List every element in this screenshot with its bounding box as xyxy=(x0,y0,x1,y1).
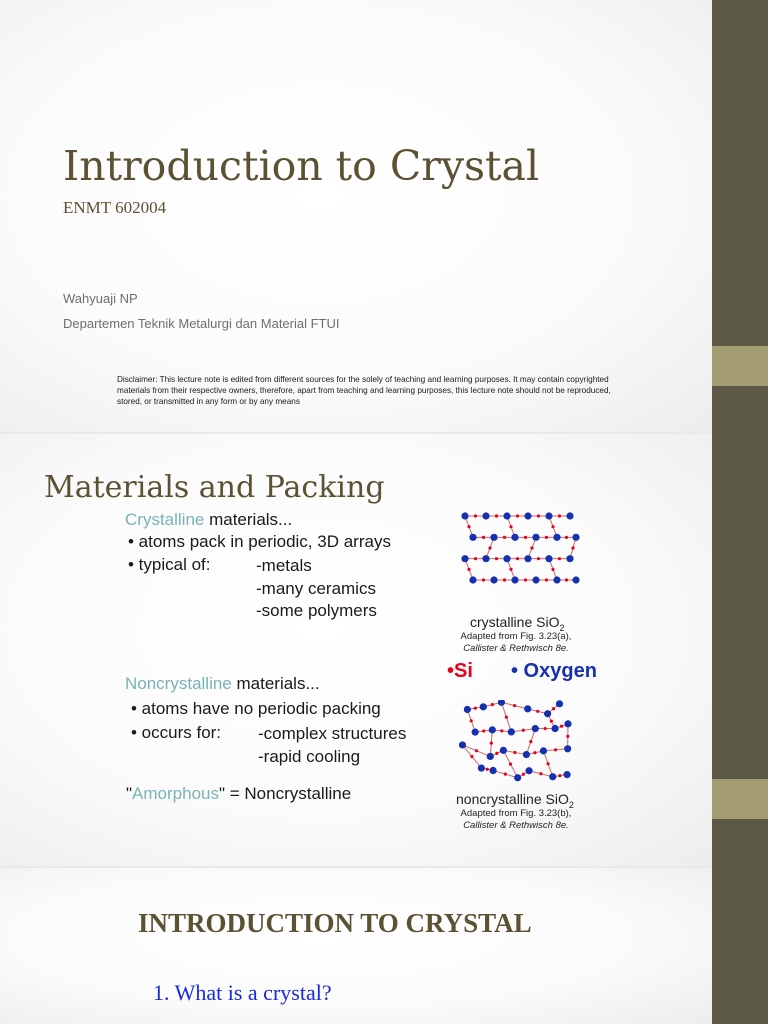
si-atom xyxy=(482,729,485,732)
oxygen-atom xyxy=(556,700,563,707)
oxygen-atom xyxy=(545,512,552,519)
crystalline-example: -metals xyxy=(256,556,312,575)
oxygen-atom xyxy=(545,555,552,562)
sidebar-bar-dark-3 xyxy=(712,819,768,1024)
si-atom xyxy=(503,536,506,539)
crystalline-rest: materials... xyxy=(204,510,293,529)
question-item: 1. What is a crystal? xyxy=(153,980,332,1005)
si-atom xyxy=(551,525,554,528)
si-atom xyxy=(554,748,557,751)
si-atom xyxy=(475,749,478,752)
legend-si: •Si xyxy=(447,660,473,682)
si-atom xyxy=(467,568,470,571)
si-atom xyxy=(539,772,542,775)
si-atom xyxy=(470,719,473,722)
noncrystalline-bullet-1: • atoms have no periodic packing xyxy=(131,699,381,718)
oxygen-atom xyxy=(549,773,556,780)
oxygen-atom xyxy=(566,512,573,519)
legend-oxygen: • Oxygen xyxy=(511,660,597,682)
si-atom xyxy=(509,568,512,571)
amorphous-term: Amorphous xyxy=(132,784,219,803)
oxygen-atom xyxy=(540,747,547,754)
noncrystalline-caption xyxy=(456,791,574,810)
si-atom xyxy=(545,578,548,581)
oxygen-atom xyxy=(524,512,531,519)
si-atom xyxy=(467,525,470,528)
si-atom xyxy=(513,751,516,754)
amorphous-rest: " = Noncrystalline xyxy=(218,784,352,803)
oxygen-atom xyxy=(532,534,539,541)
oxygen-atom xyxy=(490,534,497,541)
oxygen-atom xyxy=(490,576,497,583)
crystalline-example: -some polymers xyxy=(256,601,377,620)
sidebar-bar-light-1 xyxy=(712,346,768,386)
oxygen-atom xyxy=(566,555,573,562)
crystalline-bullet-2: • typical of: xyxy=(128,555,211,574)
oxygen-atom xyxy=(487,753,494,760)
si-atom xyxy=(544,727,547,730)
oxygen-atom xyxy=(489,726,496,733)
oxygen-atom xyxy=(461,555,468,562)
oxygen-atom xyxy=(464,706,471,713)
crystalline-term: Crystalline xyxy=(125,510,205,529)
source-line: Callister & Rethwisch 8e. xyxy=(463,643,569,654)
si-atom xyxy=(504,773,507,776)
oxygen-atom xyxy=(563,771,570,778)
oxygen-atom xyxy=(511,534,518,541)
si-atom xyxy=(546,762,549,765)
crystalline-heading xyxy=(125,510,292,530)
noncrystalline-bullet-2: • occurs for: xyxy=(131,723,222,742)
noncrystalline-example: -rapid cooling xyxy=(258,747,361,766)
si-atom xyxy=(558,557,561,560)
si-atom xyxy=(530,546,533,549)
si-atom xyxy=(522,729,525,732)
noncrystalline-heading xyxy=(125,674,320,694)
oxygen-atom xyxy=(564,720,571,727)
si-atom xyxy=(513,704,516,707)
oxygen-atom xyxy=(553,534,560,541)
noncrystalline-term: Noncrystalline xyxy=(125,674,232,693)
si-atom xyxy=(552,707,555,710)
department: Departemen Teknik Metalurgi dan Material FTUI xyxy=(63,316,340,331)
oxygen-atom xyxy=(480,703,487,710)
oxygen-atom xyxy=(511,576,518,583)
oxygen-atom xyxy=(572,534,579,541)
si-atom xyxy=(503,578,506,581)
si-atom xyxy=(537,557,540,560)
oxygen-atom xyxy=(564,745,571,752)
si-atom xyxy=(565,536,568,539)
si-atom xyxy=(558,774,561,777)
oxygen-atom xyxy=(524,705,531,712)
slide-2 xyxy=(0,434,712,866)
oxygen-atom xyxy=(532,576,539,583)
si-atom xyxy=(486,768,489,771)
crystalline-source xyxy=(446,631,586,655)
si-atom xyxy=(551,568,554,571)
si-atom xyxy=(509,525,512,528)
si-atom xyxy=(536,710,539,713)
si-atom xyxy=(571,546,574,549)
slide-1-title: Introduction to Crystal xyxy=(63,142,540,190)
si-atom xyxy=(545,536,548,539)
noncrystalline-rest: materials... xyxy=(231,674,320,693)
si-atom xyxy=(488,546,491,549)
oxygen-atom xyxy=(498,700,505,706)
oxygen-atom xyxy=(553,576,560,583)
author-name: Wahyuaji NP xyxy=(63,291,138,306)
si-atom xyxy=(558,514,561,517)
caption-subscript: 2 xyxy=(568,799,574,810)
slide-3-title: INTRODUCTION TO CRYSTAL xyxy=(138,908,532,938)
sidebar-bar-dark-2 xyxy=(712,386,768,779)
caption-text: noncrystalline SiO xyxy=(456,791,569,807)
caption-text: crystalline SiO xyxy=(470,614,560,630)
oxygen-atom xyxy=(551,725,558,732)
oxygen-atom xyxy=(482,555,489,562)
oxygen-atom xyxy=(532,725,539,732)
slide-1 xyxy=(0,0,712,432)
si-atom xyxy=(566,735,569,738)
oxygen-atom xyxy=(523,751,530,758)
crystalline-bullet-1: • atoms pack in periodic, 3D arrays xyxy=(128,532,391,551)
oxygen-atom xyxy=(525,767,532,774)
si-atom xyxy=(524,536,527,539)
oxygen-atom xyxy=(469,576,476,583)
slide-2-title: Materials and Packing xyxy=(44,470,385,505)
si-atom xyxy=(491,703,494,706)
si-atom xyxy=(529,740,532,743)
si-atom xyxy=(474,514,477,517)
noncrystalline-source xyxy=(446,808,586,832)
oxygen-atom xyxy=(524,555,531,562)
si-atom xyxy=(524,578,527,581)
sidebar-bar-light-2 xyxy=(712,779,768,819)
oxygen-atom xyxy=(514,774,521,781)
si-atom xyxy=(537,514,540,517)
oxygen-atom xyxy=(472,729,479,736)
oxygen-atom xyxy=(461,512,468,519)
si-atom xyxy=(565,578,568,581)
si-atom xyxy=(474,557,477,560)
si-atom xyxy=(490,742,493,745)
si-atom xyxy=(495,557,498,560)
si-atom xyxy=(474,707,477,710)
si-atom xyxy=(500,729,503,732)
oxygen-atom xyxy=(469,534,476,541)
oxygen-atom xyxy=(478,764,485,771)
oxygen-atom xyxy=(482,512,489,519)
oxygen-atom xyxy=(500,747,507,754)
amorphous-definition xyxy=(126,784,351,804)
si-atom xyxy=(516,557,519,560)
si-atom xyxy=(495,514,498,517)
si-atom xyxy=(516,514,519,517)
si-atom xyxy=(505,715,508,718)
disclaimer: Disclaimer: This lecture note is edited from different sources for the solely of teaching and learning purposes. It may contain copyrighted materials from their respective owners, therefore, apart from teaching and learning purposes, this lecture note should not be reproduced, stored, or transmitted in any form or by any means xyxy=(117,375,611,406)
sidebar-bar-dark-1 xyxy=(712,0,768,346)
si-atom xyxy=(482,536,485,539)
oxygen-atom xyxy=(459,741,466,748)
oxygen-atom xyxy=(508,728,515,735)
slide-3 xyxy=(0,868,712,1024)
si-atom xyxy=(550,720,553,723)
source-line: Callister & Rethwisch 8e. xyxy=(463,820,569,831)
noncrystalline-sio2-figure xyxy=(458,700,580,784)
oxygen-atom xyxy=(503,555,510,562)
si-atom xyxy=(470,755,473,758)
si-atom xyxy=(522,773,525,776)
course-code: ENMT 602004 xyxy=(63,198,167,217)
si-atom xyxy=(533,751,536,754)
oxygen-atom xyxy=(489,767,496,774)
caption-subscript: 2 xyxy=(559,622,565,633)
oxygen-atom xyxy=(544,710,551,717)
crystalline-sio2-figure xyxy=(455,508,580,588)
source-line: Adapted from Fig. 3.23(a), xyxy=(460,631,572,642)
crystalline-caption xyxy=(470,614,564,633)
crystalline-example: -many ceramics xyxy=(256,579,376,598)
oxygen-atom xyxy=(503,512,510,519)
source-line: Adapted from Fig. 3.23(b), xyxy=(460,808,572,819)
si-atom xyxy=(560,725,563,728)
oxygen-atom xyxy=(572,576,579,583)
noncrystalline-example: -complex structures xyxy=(258,724,407,743)
si-atom xyxy=(482,578,485,581)
si-atom xyxy=(509,762,512,765)
si-atom xyxy=(495,752,498,755)
quote-mark: " xyxy=(126,784,133,803)
